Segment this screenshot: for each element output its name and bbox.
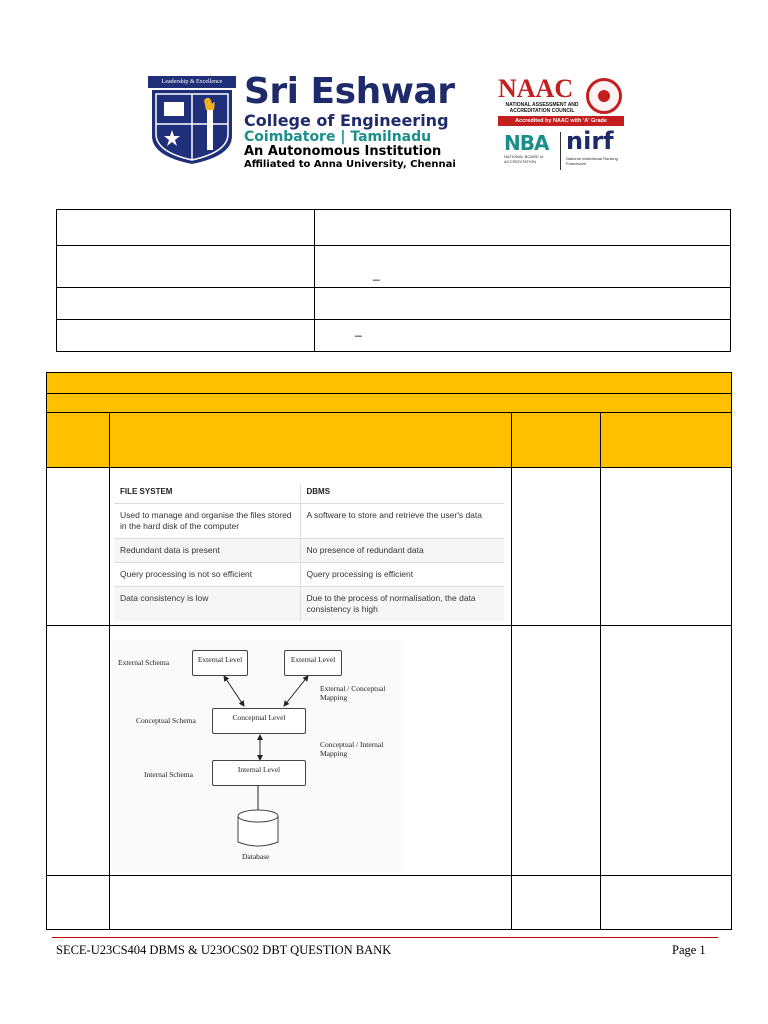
naac-logo: NAAC: [498, 74, 574, 103]
comparison-header-row: [114, 484, 504, 504]
external-level-label: External Level: [197, 655, 243, 664]
comparison-header: DBMS: [306, 487, 331, 496]
header-cell: [512, 413, 601, 468]
info-cell: [315, 320, 731, 352]
naac-seal-icon: [586, 78, 622, 114]
logo-divider: [560, 132, 561, 170]
comparison-row: [114, 563, 504, 587]
comparison-cell: Redundant data is present: [114, 539, 300, 563]
footer-title: SECE-U23CS404 DBMS & U23OCS02 DBT QUESTION BANK: [56, 943, 392, 957]
info-cell: [315, 288, 731, 320]
question-cell: [601, 876, 732, 930]
comparison-cell: A software to store and retrieve the user's data: [300, 504, 504, 539]
external-level-box: [192, 650, 248, 676]
info-cell: [315, 246, 731, 288]
info-row: [57, 288, 731, 320]
college-header: [148, 72, 628, 172]
external-conceptual-arrow-right: [284, 676, 308, 706]
college-location: Coimbatore | Tamilnadu: [244, 129, 432, 145]
comparison-row: [114, 504, 504, 539]
nirf-subtitle: National Institutional Ranking Framework: [566, 156, 618, 166]
comparison-row: [114, 587, 504, 622]
college-autonomous: An Autonomous Institution: [244, 144, 442, 159]
question-cell: [512, 626, 601, 876]
accreditation-logos: [498, 76, 628, 172]
comparison-cell: No presence of redundant data: [300, 539, 504, 563]
table-row: [47, 876, 732, 930]
header-cell: [601, 413, 732, 468]
nirf-logo: nirf: [566, 127, 614, 155]
conceptual-schema-label: Conceptual Schema: [136, 716, 196, 725]
nba-logo: NBA: [504, 131, 549, 155]
footer-rule: [52, 937, 718, 938]
question-cell: [601, 468, 732, 626]
database-cylinder-icon: [238, 810, 278, 846]
external-conceptual-mapping-label: External / Conceptual Mapping: [320, 684, 386, 702]
comparison-row: [114, 539, 504, 563]
question-content-cell: [110, 876, 512, 930]
database-label: Database: [242, 852, 270, 861]
comparison-cell: Query processing is not so efficient: [114, 563, 300, 587]
question-cell: [512, 468, 601, 626]
info-cell: [57, 320, 315, 352]
college-affiliation: Affiliated to Anna University, Chennai: [244, 159, 456, 170]
header-cell: [47, 394, 732, 413]
naac-subtitle: NATIONAL ASSESSMENT AND ACCREDITATION COUNCIL: [505, 102, 579, 114]
comparison-cell: Used to manage and organise the files stored in the hard disk of the computer: [114, 504, 300, 539]
external-schema-label: External Schema: [118, 658, 170, 667]
comparison-cell: Data consistency is low: [114, 587, 300, 622]
question-cell: [512, 876, 601, 930]
nba-subtitle: NATIONAL BOARD of ACCREDITATION: [504, 154, 544, 164]
three-schema-architecture-diagram: [112, 640, 404, 872]
external-level-box: [284, 650, 342, 676]
info-cell: [57, 246, 315, 288]
external-level-label: External Level: [290, 655, 336, 664]
comparison-cell: Due to the process of normalisation, the data consistency is high: [300, 587, 504, 622]
column-header-row: [47, 413, 732, 468]
conceptual-level-label: Conceptual Level: [232, 713, 286, 722]
internal-level-box: [212, 760, 306, 786]
question-number-cell: [47, 468, 110, 626]
college-subtitle: College of Engineering: [244, 111, 449, 130]
info-row: [57, 320, 731, 352]
blank-dash: _: [355, 323, 362, 337]
info-cell: [57, 210, 315, 246]
question-number-cell: [47, 876, 110, 930]
blank-dash: _: [373, 267, 380, 281]
question-cell: [601, 626, 732, 876]
question-number-cell: [47, 626, 110, 876]
info-cell: [315, 210, 731, 246]
internal-level-label: Internal Level: [237, 765, 281, 774]
college-name: Sri Eshwar: [244, 71, 455, 112]
info-cell: [57, 288, 315, 320]
comparison-header: FILE SYSTEM: [114, 484, 300, 504]
header-cell: [47, 373, 732, 394]
college-brand: [244, 71, 494, 171]
external-conceptual-arrow-left: [224, 676, 244, 706]
naac-grade-banner: Accredited by NAAC with 'A' Grade: [498, 116, 624, 126]
table-header-row: [47, 394, 732, 413]
crest-motto: Leadership & Excellence: [148, 76, 236, 88]
info-row: [57, 246, 731, 288]
info-row: [57, 210, 731, 246]
comparison-cell: Query processing is efficient: [300, 563, 504, 587]
table-header-row: [47, 373, 732, 394]
file-system-vs-dbms-table: [114, 484, 504, 621]
header-cell: [47, 413, 110, 468]
page-number: Page 1: [672, 943, 706, 957]
conceptual-internal-mapping-label: Conceptual / Internal Mapping: [320, 740, 384, 758]
header-cell: [110, 413, 512, 468]
college-crest-logo: [148, 76, 236, 164]
internal-schema-label: Internal Schema: [144, 770, 193, 779]
course-info-table: [56, 209, 731, 352]
conceptual-level-box: [212, 708, 306, 734]
